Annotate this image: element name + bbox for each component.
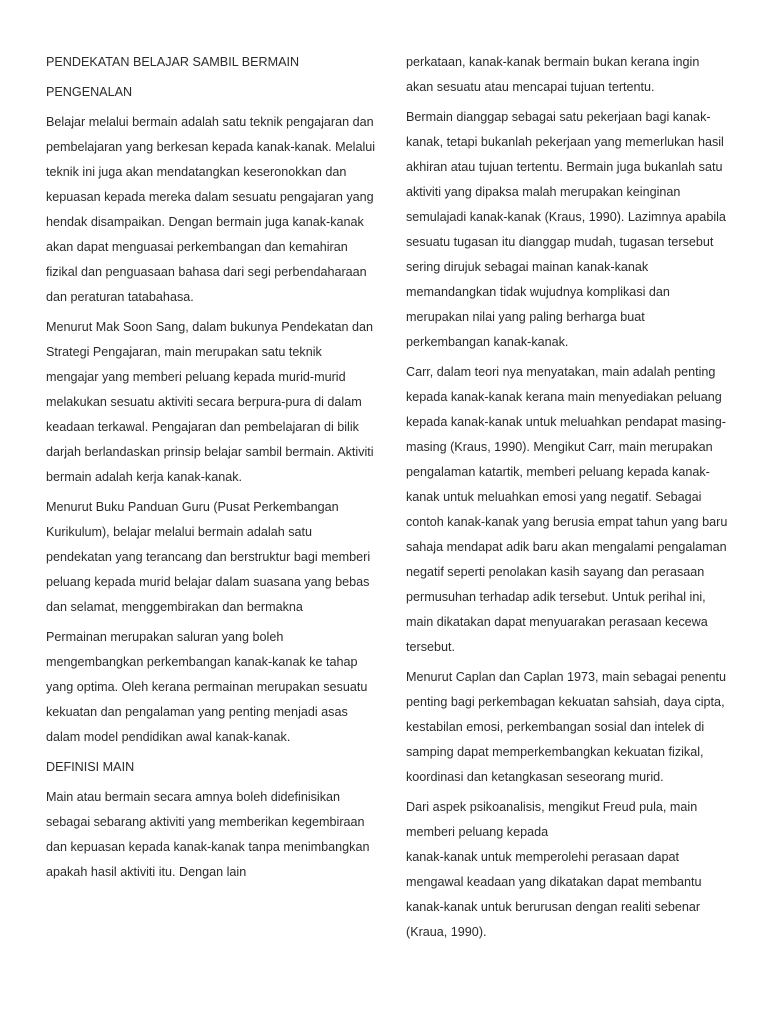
paragraph: Menurut Mak Soon Sang, dalam bukunya Pendekatan dan Strategi Pengajaran, main merupakan satu teknik mengajar yang memberi peluang kepada murid-murid melakukan sesuatu aktiviti secara berpura-pura di dalam keadaan terkawal. Pengajaran dan pembelajaran di bilik darjah berlandaskan prinsip belajar sambil bermain. Aktiviti bermain adalah kerja kanak-kanak.	[46, 320, 374, 484]
left-column	[46, 50, 376, 890]
paragraph-line: kanak-kanak untuk memperolehi perasaan dapat mengawal keadaan yang dikatakan dapat membantu kanak-kanak untuk berurusan dengan realiti sebenar (Kraua, 1990).	[406, 850, 702, 939]
paragraph	[406, 795, 728, 945]
paragraph: Belajar melalui bermain adalah satu teknik pengajaran dan pembelajaran yang berkesan kepada kanak-kanak. Melalui teknik ini juga akan mendatangkan keseronokkan dan kepuasan kepada mereka dalam sesuatu pengajaran yang hendak disampaikan. Dengan bermain juga kanak-kanak akan dapat menguasai perkembangan dan kemahiran fizikal dan penguasaan bahasa dari segi perbendaharaan dan peraturan tatabahasa.	[46, 115, 376, 304]
paragraph-line: Dari aspek psikoanalisis, mengikut Freud pula, main memberi peluang kepada	[406, 800, 698, 839]
paragraph: Bermain dianggap sebagai satu pekerjaan bagi kanak-kanak, tetapi bukanlah pekerjaan yang memerlukan hasil akhiran atau tujuan tertentu. Bermain juga bukanlah satu aktiviti yang dipaksa malah merupakan keinginan semulajadi kanak-kanak (Kraus, 1990). Lazimnya apabila sesuatu tugasan itu dianggap mudah, tugasan tersebut sering dirujuk sebagai mainan kanak-kanak memandangkan tidak wujudnya komplikasi dan merupakan nilai yang paling berharga buat perkembangan kanak-kanak.	[406, 110, 726, 349]
paragraph: Main atau bermain secara amnya boleh didefinisikan sebagai sebarang aktiviti yang memberikan kegembiraan dan kepuasan kepada kanak-kanak tanpa menimbangkan apakah hasil aktiviti itu. Dengan lain	[46, 790, 370, 879]
section-heading-pengenalan: PENGENALAN	[46, 85, 133, 99]
paragraph: perkataan, kanak-kanak bermain bukan kerana ingin akan sesuatu atau mencapai tujuan tertentu.	[406, 55, 700, 94]
document-title: PENDEKATAN BELAJAR SAMBIL BERMAIN	[46, 55, 300, 69]
paragraph: Permainan merupakan saluran yang boleh mengembangkan perkembangan kanak-kanak ke tahap yang optima. Oleh kerana permainan merupakan sesuatu kekuatan dan pengalaman yang penting menjadi asas dalam model pendidikan awal kanak-kanak.	[46, 630, 368, 744]
paragraph: Menurut Caplan dan Caplan 1973, main sebagai penentu penting bagi perkembagan kekuatan sahsiah, daya cipta, kestabilan emosi, perkembangan sosial dan intelek di samping dapat memperkembangkan kekuatan fizikal, koordinasi dan ketangkasan seseorang murid.	[406, 670, 726, 784]
paragraph: Carr, dalam teori nya menyatakan, main adalah penting kepada kanak-kanak kerana main menyediakan peluang kepada kanak-kanak untuk meluahkan pendapat masing-masing (Kraus, 1990). Mengikut Carr, main merupakan pengalaman katartik, memberi peluang kepada kanak-kanak untuk meluahkan emosi yang negatif. Sebagai contoh kanak-kanak yang berusia empat tahun yang baru sahaja mendapat adik baru akan mengalami pengalaman negatif seperti penolakan kasih sayang dan perasaan permusuhan terhadap adik tersebut. Untuk perihal ini, main dikatakan dapat menyuarakan perasaan kecewa tersebut.	[406, 365, 728, 654]
section-heading-definisi: DEFINISI MAIN	[46, 760, 135, 774]
paragraph: Menurut Buku Panduan Guru (Pusat Perkembangan Kurikulum), belajar melalui bermain adalah satu pendekatan yang terancang dan berstruktur bagi memberi peluang kepada murid belajar dalam suasana yang bebas dan selamat, menggembirakan dan bermakna	[46, 500, 371, 614]
right-column	[406, 50, 728, 950]
